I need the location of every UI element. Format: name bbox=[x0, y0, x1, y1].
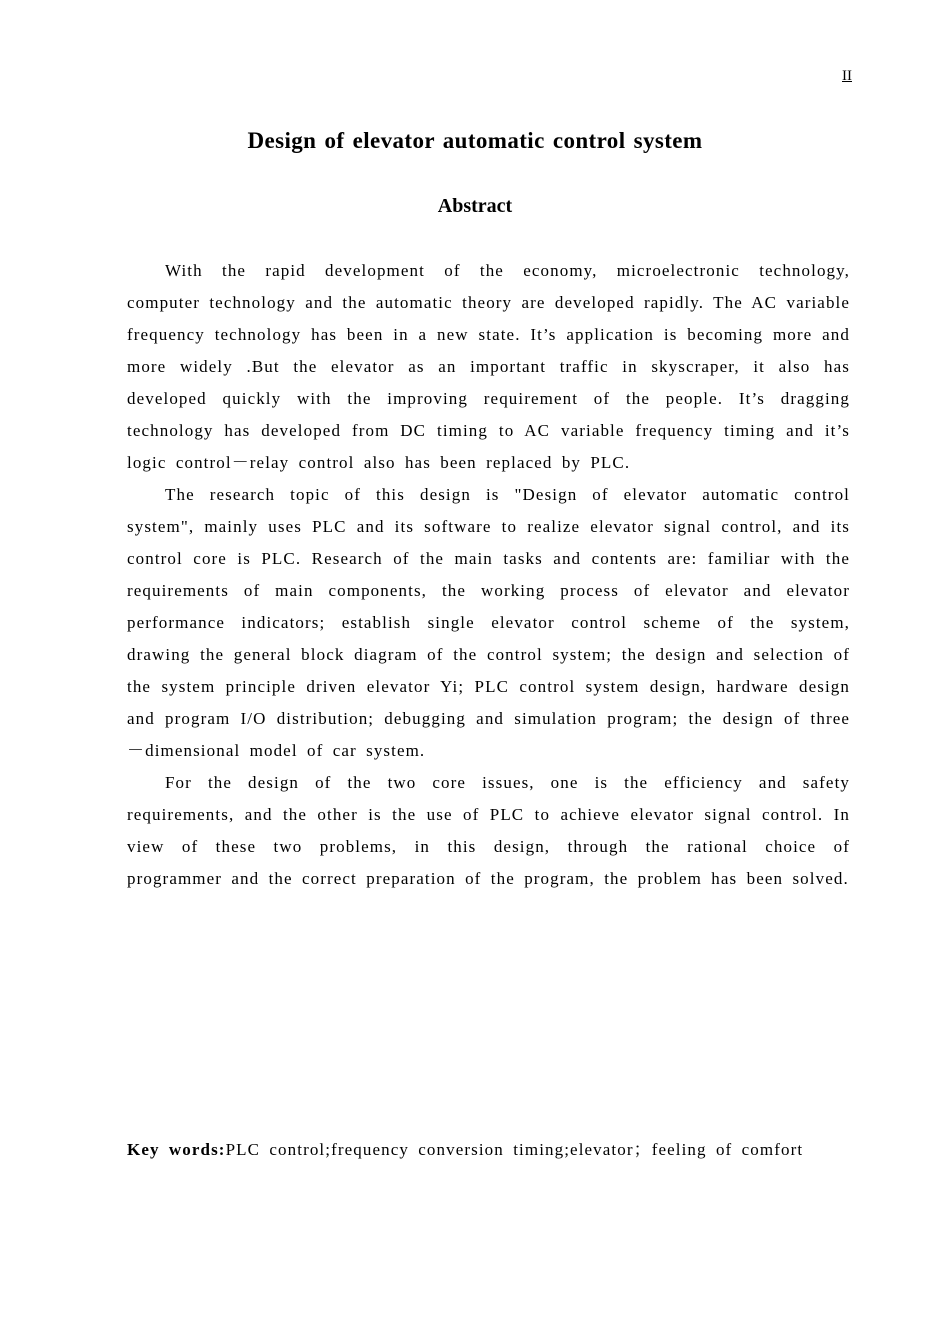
keywords-label: Key words: bbox=[127, 1140, 226, 1159]
abstract-paragraph-2: The research topic of this design is "Design of elevator automatic control system", mainly uses PLC and its software to realize elevator signal control, and its control core is PLC. Research of the main tasks and contents are: familiar with the requirements of main components, the working process of elevator and elevator performance indicators; establish single elevator control scheme of the system, drawing the general block diagram of the control system; the design and selection of the system principle driven elevator Yi; PLC control system design, hardware design and program I/O distribution; debugging and simulation program; the design of three－dimensional model of car system. bbox=[127, 485, 850, 760]
keywords-line bbox=[127, 1134, 850, 1166]
page-number: II bbox=[842, 68, 852, 84]
document-title: Design of elevator automatic control system bbox=[247, 128, 703, 153]
abstract-paragraph-3: For the design of the two core issues, one is the efficiency and safety requirements, and the other is the use of PLC to achieve elevator signal control. In view of these two problems, in this design, through the rational choice of programmer and the correct preparation of the program, the problem has been solved. bbox=[127, 773, 850, 888]
abstract-body bbox=[127, 255, 850, 895]
abstract-heading: Abstract bbox=[437, 195, 513, 217]
keywords-text: PLC control;frequency conversion timing;elevator；feeling of comfort bbox=[225, 1140, 804, 1159]
abstract-paragraph-1: With the rapid development of the economy, microelectronic technology, computer technology and the automatic theory are developed rapidly. The AC variable frequency technology has been in a new state. It’s application is becoming more and more widely .But the elevator as an important traffic in skyscraper, it also has developed quickly with the improving requirement of the people. It’s dragging technology has developed from DC timing to AC variable frequency timing and it’s logic control－relay control also has been replaced by PLC. bbox=[127, 261, 851, 472]
